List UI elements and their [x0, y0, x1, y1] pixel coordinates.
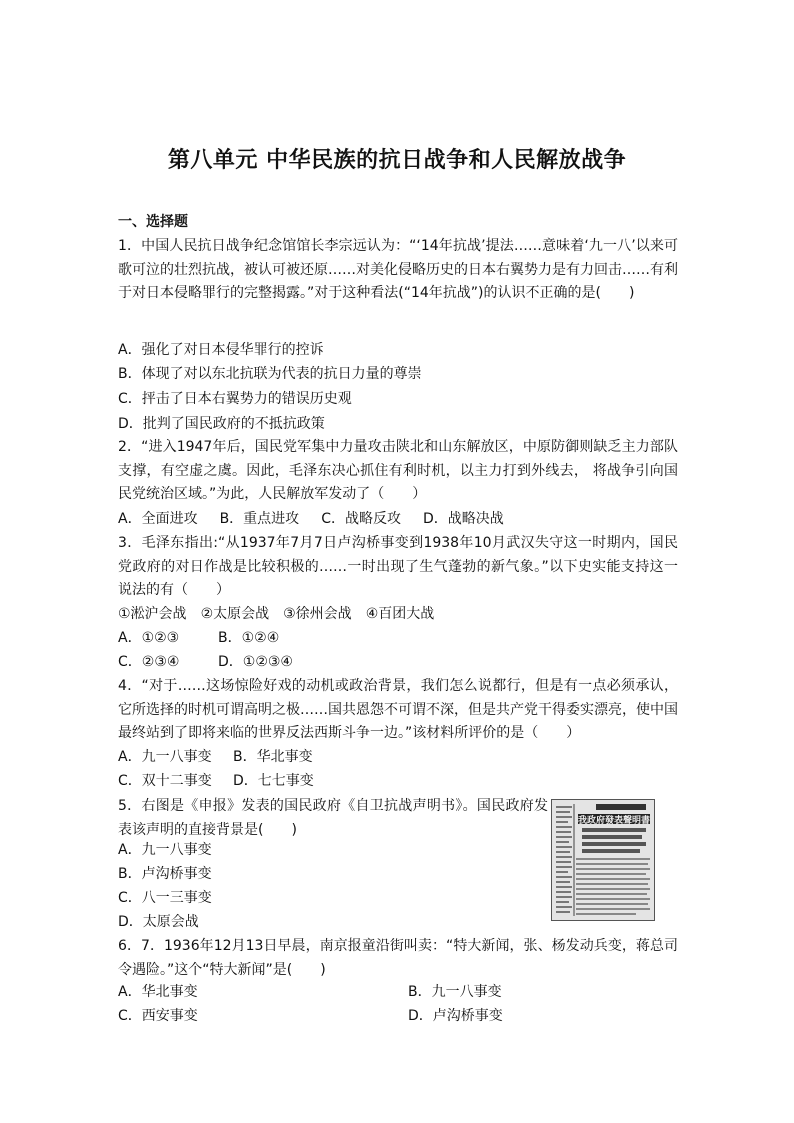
question-3-option-c[interactable]: C．②③④: [118, 654, 180, 670]
question-1-option-c[interactable]: C．抨击了日本右翼势力的错误历史观: [118, 391, 352, 407]
question-6-option-c[interactable]: C．西安事变: [118, 1008, 198, 1024]
newspaper-image: [551, 799, 655, 921]
question-6-option-a[interactable]: A．华北事变: [118, 984, 198, 1000]
question-4-option-d[interactable]: D．七七事变: [233, 773, 314, 789]
question-3-option-b[interactable]: B．①②④: [218, 630, 280, 646]
page-title: 第八单元 中华民族的抗日战争和人民解放战争: [167, 147, 627, 173]
question-2-options: [118, 509, 678, 529]
question-1-option-a[interactable]: A．强化了对日本侵华罪行的控诉: [118, 342, 324, 358]
question-1-option-d[interactable]: D．批判了国民政府的不抵抗政策: [118, 416, 325, 432]
question-2-option-b[interactable]: B．重点进攻: [219, 511, 300, 527]
question-5-option-a[interactable]: A．九一八事变: [118, 842, 212, 858]
question-6-stem: 6．7．1936年12月13日早晨，南京报童沿街叫卖：“特大新闻，张、杨发动兵变，蒋总司令遇险。”这个“特大新闻”是( ): [118, 938, 678, 978]
section-heading: 一、选择题: [118, 214, 188, 230]
question-3-item-4: ④百团大战: [365, 606, 435, 622]
question-4-stem: 4．“对于……这场惊险好戏的动机或政治背景，我们怎么说都行，但是有一点必须承认，它所选择的时机可谓高明之极……国共恩怨不可谓不深，但是共产党干得委实漂亮，使中国最终站到了即将来临的世界反法西斯斗争一边。”该材料所评价的是（ ）: [118, 678, 678, 741]
question-2-option-c[interactable]: C．战略反攻: [321, 511, 401, 527]
question-2-stem: 2．“进入1947年后，国民党军集中力量攻击陕北和山东解放区，中原防御则缺乏主力部队支撑，有空虚之虞。因此，毛泽东决心抓住有利时机，以主力打到外线去， 将战争引向国民党统治区域。”为此，人民解放军发动了（ ）: [118, 439, 678, 502]
question-6-option-b[interactable]: B．九一八事变: [408, 984, 502, 1000]
question-1-stem: 1．中国人民抗日战争纪念馆馆长李宗远认为：“‘14年抗战’提法……意味着‘九一八’以来可歌可泣的壮烈抗战，被认可被还原……对美化侵略历史的日本右翼势力是有力回击……有利于对日本侵略罪行的完整揭露。”对于这种看法(“14年抗战”)的认识不正确的是( ): [118, 238, 678, 301]
question-3-stem: 3．毛泽东指出:“从1937年7月7日卢沟桥事变到1938年10月武汉失守这一时期内，国民党政府的对日作战是比较积极的……一时出现了生气蓬勃的新气象。”以下史实能支持这一说法的有（ ）: [118, 535, 678, 598]
question-4-option-b[interactable]: B．华北事变: [233, 749, 313, 765]
question-5-option-b[interactable]: B．卢沟桥事变: [118, 866, 212, 882]
question-4-option-a[interactable]: A．九一八事变: [118, 749, 212, 765]
question-2-option-a[interactable]: A．全面进攻: [118, 511, 198, 527]
question-5-option-d[interactable]: D．太原会战: [118, 914, 199, 930]
question-2-option-d[interactable]: D．战略决战: [422, 511, 504, 527]
question-3-items: [118, 604, 678, 624]
question-1-option-b[interactable]: B．体现了对以东北抗联为代表的抗日力量的尊崇: [118, 366, 422, 382]
question-3-item-3: ③徐州会战: [283, 606, 352, 622]
question-4-option-c[interactable]: C．双十二事变: [118, 773, 212, 789]
question-6-option-d[interactable]: D．卢沟桥事变: [408, 1008, 503, 1024]
question-5-option-c[interactable]: C．八一三事变: [118, 890, 212, 906]
question-3-item-2: ②太原会战: [200, 606, 270, 622]
newspaper-headline: 我政府發表聲明書: [577, 816, 651, 826]
question-3-option-d[interactable]: D．①②③④: [218, 654, 293, 670]
question-3-item-1: ①淞沪会战: [118, 606, 187, 622]
question-3-option-a[interactable]: A．①②③: [118, 630, 180, 646]
question-5-stem: 5．右图是《申报》发表的国民政府《自卫抗战声明书》。国民政府发表该声明的直接背景是( ): [118, 798, 548, 838]
